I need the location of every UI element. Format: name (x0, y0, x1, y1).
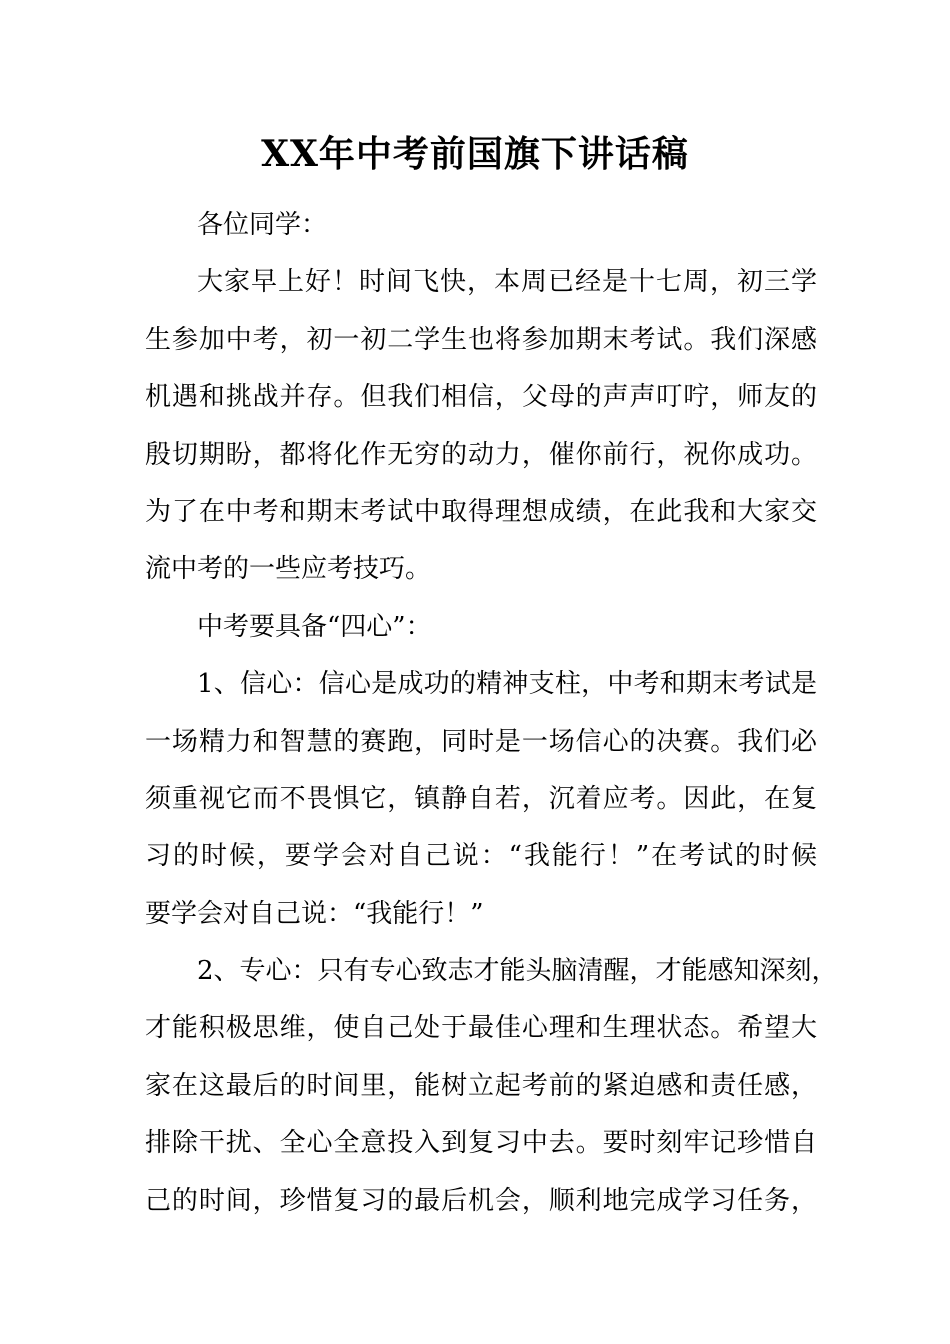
text-line: 流中考的一些应考技巧。 (145, 554, 432, 585)
document-body (145, 197, 838, 1230)
text-line: 1、信心：信心是成功的精神支柱，中考和期末考试是 (197, 669, 817, 700)
text-line: 才能积极思维，使自己处于最佳心理和生理状态。希望大 (145, 1013, 817, 1044)
text-line: 须重视它而不畏惧它，镇静自若，沉着应考。因此，在复 (145, 783, 817, 814)
text-line: 排除干扰、全心全意投入到复习中去。要时刻牢记珍惜自 (145, 1128, 817, 1159)
text-line: 机遇和挑战并存。但我们相信，父母的声声叮咛，师友的 (145, 382, 817, 413)
text-line: 习的时候，要学会对自己说：“我能行！”在考试的时候 (145, 841, 817, 872)
text-line: 生参加中考，初一初二学生也将参加期末考试。我们深感 (145, 324, 817, 355)
text-line: 要学会对自己说：“我能行！” (145, 898, 484, 929)
text-line: 为了在中考和期末考试中取得理想成绩，在此我和大家交 (145, 496, 817, 527)
text-line: 2、专心：只有专心致志才能头脑清醒，才能感知深刻， (197, 956, 838, 987)
text-line: 大家早上好！时间飞快，本周已经是十七周，初三学 (197, 267, 817, 298)
text-line: 家在这最后的时间里，能树立起考前的紧迫感和责任感， (145, 1070, 817, 1101)
text-line: 一场精力和智慧的赛跑，同时是一场信心的决赛。我们必 (145, 726, 817, 757)
page-title: XX年中考前国旗下讲话稿 (261, 133, 689, 175)
text-line: 殷切期盼，都将化作无穷的动力，催你前行，祝你成功。 (145, 439, 817, 470)
text-line: 己的时间，珍惜复习的最后机会，顺利地完成学习任务， (145, 1185, 817, 1216)
text-line: 各位同学： (197, 210, 328, 240)
text-line: 中考要具备“四心”： (197, 611, 432, 642)
